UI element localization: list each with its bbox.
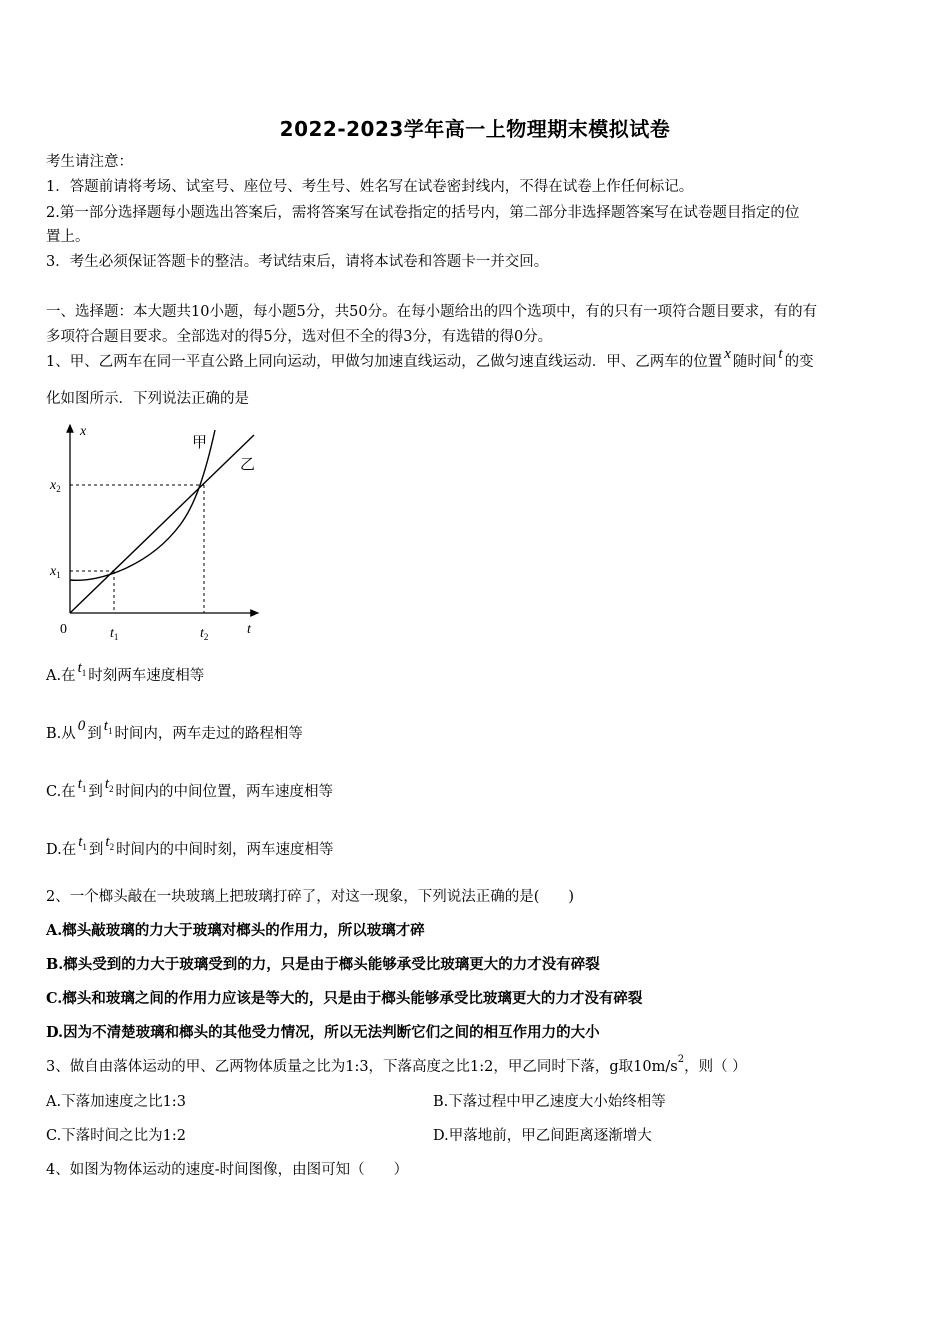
- q1-option-b: B.从 0 到 $t_1$ 时间内，两车走过的路程相等: [46, 718, 303, 742]
- curve-yi-line: [70, 435, 254, 613]
- q3-option-c: C.下落时间之比为1:2: [46, 1128, 187, 1144]
- q2-option-a: A.榔头敲玻璃的力大于玻璃对榔头的作用力，所以玻璃才碎: [46, 922, 425, 939]
- section-instructions-line2: 多项符合题目要求。全部选对的得5分，选对但不全的得3分，有选错的得0分。: [46, 329, 553, 345]
- page-title: 2022-2023学年高一上物理期末模拟试卷: [279, 117, 671, 141]
- q2-stem: 2、一个榔头敲在一块玻璃上把玻璃打碎了，对这一现象，下列说法正确的是( ): [46, 889, 575, 905]
- notice-item-2-cont: 置上。: [46, 229, 90, 245]
- q1-var-x: x: [724, 346, 731, 362]
- q2-option-d: D.因为不清楚玻璃和榔头的其他受力情况，所以无法判断它们之间的相互作用力的大小: [46, 1024, 600, 1041]
- q3-option-a: A.下落加速度之比1:3: [46, 1094, 186, 1110]
- q1-stem: 1、甲、乙两车在同一平直公路上同向运动，甲做匀加速直线运动，乙做匀速直线运动．甲、乙两车的位置 x 随时间 t 的变: [46, 346, 814, 370]
- x2-label: $x_2$: [50, 478, 61, 494]
- t1-label: $t_1$: [110, 626, 119, 642]
- curve-jia-label: 甲: [192, 435, 208, 451]
- q1-option-a: A.在 $t_1$ 时刻两车速度相等: [46, 660, 205, 684]
- q1-stem-line2: 化如图所示．下列说法正确的是: [46, 391, 249, 407]
- q2-option-c: C.榔头和玻璃之间的作用力应该是等大的，只是由于榔头能够承受比玻璃更大的力才没有碎裂: [46, 990, 643, 1007]
- notice-heading: 考生请注意：: [46, 154, 133, 170]
- q3-option-d: D.甲落地前，甲乙间距离逐渐增大: [433, 1128, 652, 1144]
- q1-var-t: t: [778, 346, 783, 362]
- q2-option-b: B.榔头受到的力大于玻璃受到的力，只是由于榔头能够承受比玻璃更大的力才没有碎裂: [46, 956, 600, 973]
- q3-option-b: B.下落过程中甲乙速度大小始终相等: [433, 1094, 666, 1110]
- origin-label: 0: [60, 622, 67, 637]
- notice-item-3: 3．考生必须保证答题卡的整洁。考试结束后，请将本试卷和答题卡一并交回。: [46, 254, 549, 270]
- curve-yi-label: 乙: [240, 457, 256, 473]
- q1-option-d: D.在 $t_1$ 到 $t_2$ 时间内的中间时刻，两车速度相等: [46, 834, 334, 858]
- q1-position-time-graph: [40, 415, 270, 645]
- curve-jia-parabola: [70, 430, 215, 580]
- y-axis-label: x: [80, 424, 87, 439]
- notice-item-1: 1．答题前请将考场、试室号、座位号、考生号、姓名写在试卷密封线内，不得在试卷上作任何标记。: [46, 179, 694, 195]
- t2-label: $t_2$: [200, 626, 209, 642]
- q4-stem: 4、如图为物体运动的速度-时间图像，由图可知（ ）: [46, 1162, 409, 1178]
- x-axis-label: t: [247, 622, 251, 637]
- x1-label: $x_1$: [50, 564, 61, 580]
- section-instructions-line1: 一、选择题：本大题共10小题，每小题5分，共50分。在每小题给出的四个选项中，有的只有一项符合题目要求，有的有: [46, 304, 818, 320]
- q1-option-c: C.在 $t_1$ 到 $t_2$ 时间内的中间位置，两车速度相等: [46, 776, 334, 800]
- q3-stem: 3、做自由落体运动的甲、乙两物体质量之比为1:3，下落高度之比1:2，甲乙同时下落，g取$10m/s^2$，则（ ）: [46, 1054, 747, 1075]
- notice-item-2: 2.第一部分选择题每小题选出答案后，需将答案写在试卷指定的括号内，第二部分非选择题答案写在试卷题目指定的位: [46, 205, 800, 221]
